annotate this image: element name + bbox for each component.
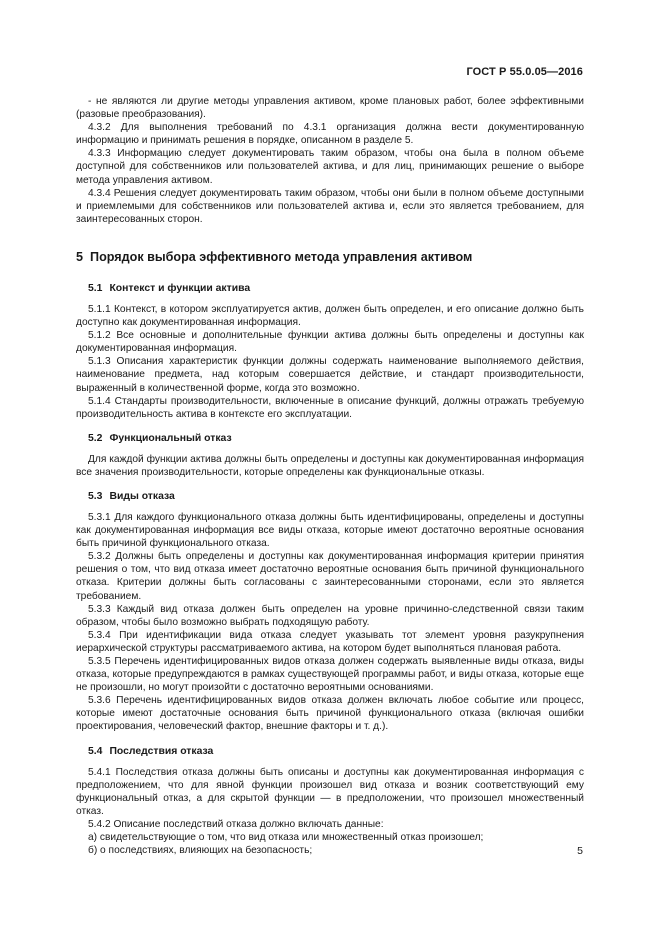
paragraph: Для каждой функции актива должны быть определены и доступны как документированная информация все значения производительности, которые определены как функциональные отказы. (76, 453, 584, 478)
paragraph: 4.3.2 Для выполнения требований по 4.3.1 организация должна вести документированную информацию и принимать решения в порядке, описанном в разделе 5. (76, 122, 584, 147)
subsection-number: 5.4 (88, 745, 103, 757)
paragraph: 5.1.1 Контекст, в котором эксплуатируется актив, должен быть определен, и его описание должно быть доступно как документированная информация. (76, 303, 584, 329)
subsection-heading (76, 490, 584, 503)
paragraph: 4.3.3 Информацию следует документировать таким образом, чтобы она была в полном объеме доступной для собственников или пользователей актива, и для лиц, принимающих решение о выборе метода управления активом. (76, 148, 584, 186)
paragraph: 5.1.3 Описания характеристик функции должны содержать наименование выполняемого действия, наименование предмета, над которым совершается действие, и стандарт производительности, выраженный в количественной форме, когда это возможно. (76, 356, 584, 394)
section-heading (76, 250, 584, 265)
paragraph: 5.4.2 Описание последствий отказа должно включать данные: (88, 818, 384, 830)
paragraph: 5.3.2 Должны быть определены и доступны как документированная информация критерии принятия решения о том, что вид отказа имеет достаточно вероятные основания быть причиной функционального отказа. Критерии должны быть согласованы с заинтересованными сторонами, если это является требованием. (76, 551, 584, 602)
document-code-header: ГОСТ Р 55.0.05—2016 (466, 66, 583, 78)
subsection-title: Последствия отказа (109, 745, 214, 757)
section-number: 5 (76, 249, 84, 264)
subsection-number: 5.2 (88, 432, 103, 444)
paragraph: 5.3.6 Перечень идентифицированных видов отказа должен включать любое событие или процесс, которые имеют достаточные основания быть причиной функционального отказа (включая ошибки проектирования, человеческий фактор, внешние факторы и т. д.). (76, 695, 584, 733)
paragraph: - не являются ли другие методы управления активом, кроме плановых работ, более эффективными (разовые преобразования). (76, 96, 584, 121)
paragraph: 5.1.4 Стандарты производительности, включенные в описание функций, должны отражать требуемую производительность актива в контексте его эксплуатации. (76, 395, 584, 420)
paragraph: 5.3.4 При идентификации вида отказа следует указывать тот элемент уровня разукрупнения иерархической структуры рассматриваемого актива, на котором будет выполняться плановая работа. (76, 629, 584, 654)
document-body (76, 95, 584, 857)
section-title: Порядок выбора эффективного метода управления активом (90, 249, 473, 264)
paragraph: 5.3.5 Перечень идентифицированных видов отказа должен содержать выявленные виды отказа, виды отказа, которые предупреждаются в рамках существующей программы работ, и виды отказа, которые еще не произошли, но могут произойти с достаточно вероятными основаниями. (76, 656, 584, 694)
subsection-heading (76, 745, 584, 758)
page-number: 5 (577, 845, 583, 857)
subsection-title: Функциональный отказ (109, 432, 232, 444)
paragraph: 4.3.4 Решения следует документировать таким образом, чтобы они были в полном объеме доступными и приемлемыми для собственников или пользователей актива и, если это является требованием, для заинтересованных сторон. (76, 187, 584, 225)
subsection-title: Контекст и функции актива (109, 282, 251, 294)
subsection-heading (76, 282, 584, 295)
paragraph: 5.4.1 Последствия отказа должны быть описаны и доступны как документированная информация с предположением, что для явной функции произошел вид отказа и возник соответствующий ему функциональный отказ, а для скрытой функции — в предположении, что произошел множественный отказ. (76, 766, 584, 817)
subsection-heading (76, 432, 584, 445)
subsection-number: 5.1 (88, 282, 103, 294)
subsection-title: Виды отказа (109, 490, 175, 502)
subsection-number: 5.3 (88, 490, 103, 502)
paragraph: 5.3.3 Каждый вид отказа должен быть определен на уровне причинно-следственной связи таким образом, чтобы было возможно выбрать подходящую работу. (76, 603, 584, 628)
paragraph: 5.1.2 Все основные и дополнительные функции актива должны быть определены и доступны как документированная информация. (76, 330, 584, 355)
list-item: а) свидетельствующие о том, что вид отказа или множественный отказ произошел; (88, 832, 484, 844)
paragraph: 5.3.1 Для каждого функционального отказа должны быть идентифицированы, определены и доступны как документированная информация все виды отказа, которые имеют достаточно вероятные основания быть причиной функционального отказа. (76, 511, 584, 550)
list-item: б) о последствиях, влияющих на безопасность; (88, 845, 313, 857)
